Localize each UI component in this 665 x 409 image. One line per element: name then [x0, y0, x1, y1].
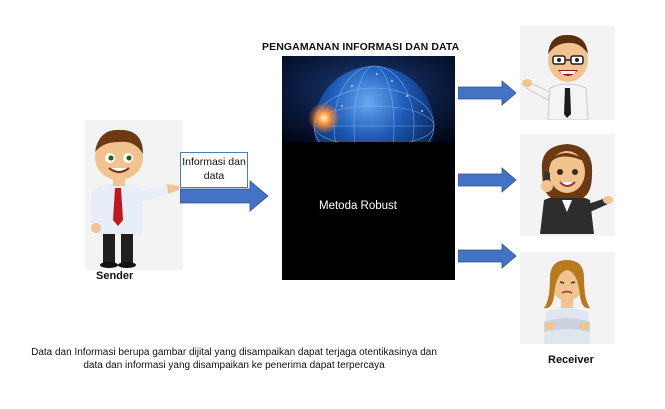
diagram-title: PENGAMANAN INFORMASI DAN DATA — [262, 41, 460, 53]
sender-arrow-icon — [180, 178, 270, 214]
receiver-arrow-2-icon — [458, 167, 518, 193]
sender-label: Sender — [96, 270, 134, 282]
businessman-pointing-icon — [85, 120, 183, 270]
sender-figure — [85, 120, 183, 270]
receiver-label: Receiver — [548, 354, 594, 366]
receiver-1-figure — [520, 26, 615, 120]
receiver-arrow-1-icon — [458, 80, 518, 106]
man-with-glasses-icon — [520, 26, 615, 120]
woman-on-phone-icon — [520, 134, 615, 236]
digital-globe-icon — [282, 56, 455, 142]
caption-text: Data dan Informasi berupa gambar dijital yang disampaikan dapat terjaga otentikasinya dan data dan informasi yang disampaikan ke penerima dapat terpercaya — [31, 347, 437, 371]
receiver-3-figure — [520, 252, 615, 344]
woman-arms-crossed-icon — [520, 252, 615, 344]
receiver-2-figure — [520, 134, 615, 236]
method-label: Metoda Robust — [319, 200, 397, 212]
receiver-arrow-3-icon — [458, 243, 518, 269]
globe-image — [282, 56, 455, 142]
info-box-label: Informasi dan data — [182, 156, 246, 182]
